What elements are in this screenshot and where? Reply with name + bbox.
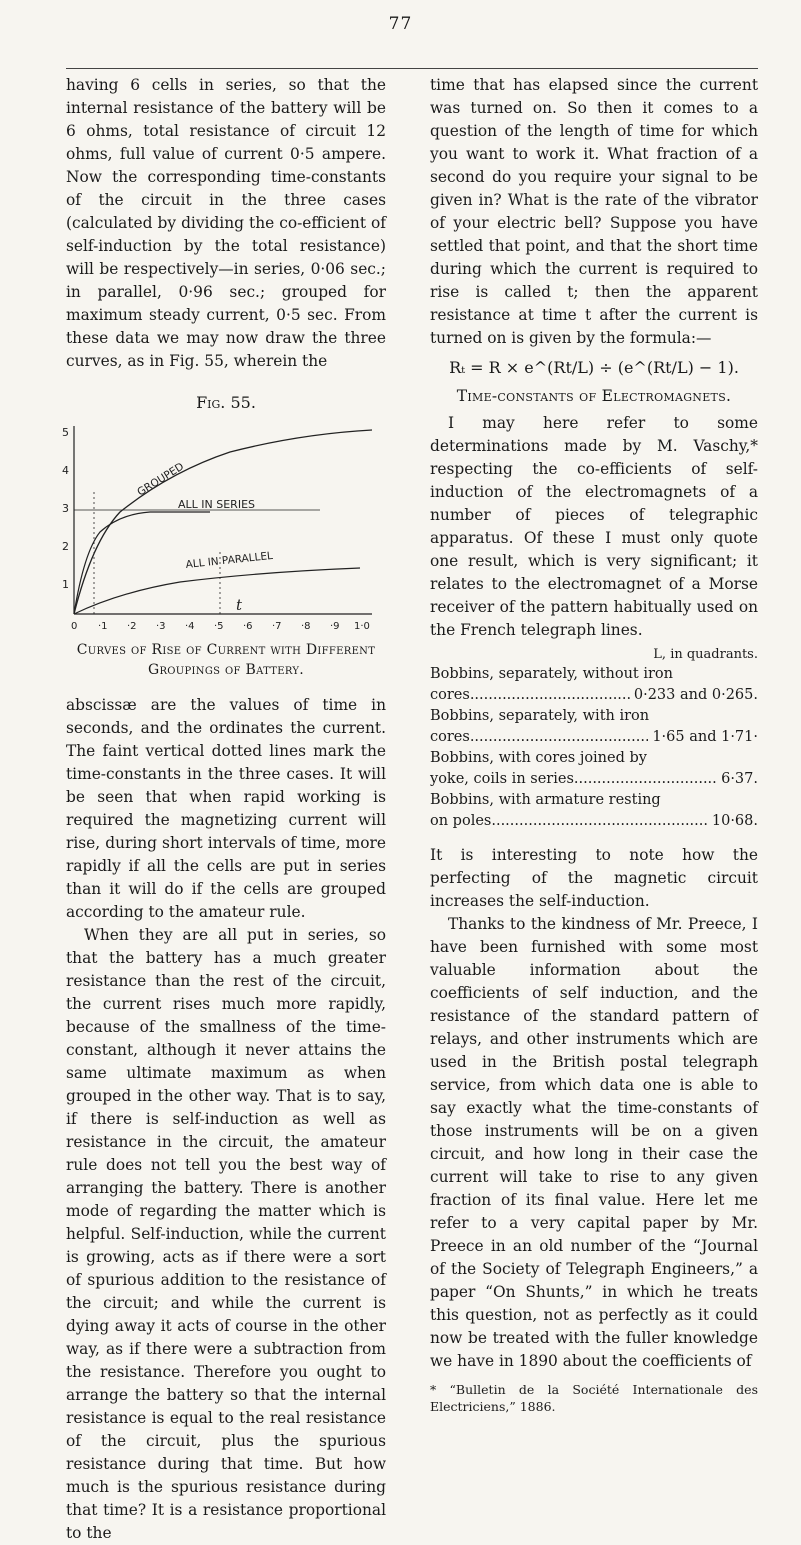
table-row-label: Bobbins, separately, without iron <box>430 666 673 682</box>
y-tick-5: 5 <box>62 426 69 439</box>
curve-grouped <box>74 430 372 614</box>
label-t: t <box>236 596 243 614</box>
page-number: 77 <box>388 14 413 34</box>
x-tick-2: ·2 <box>127 621 137 632</box>
section-heading: Time-constants of Electromagnets. <box>456 387 732 405</box>
table-row-value: 6·37. <box>721 771 758 787</box>
table-row <box>430 706 758 748</box>
table-row-label-cont: cores <box>430 729 470 745</box>
table-row <box>430 790 758 832</box>
table-row-value: 10·68. <box>711 813 758 829</box>
x-tick-5: ·5 <box>214 621 224 632</box>
label-grouped: GROUPED <box>135 460 187 499</box>
y-tick-3: 3 <box>62 502 69 515</box>
curve-parallel <box>74 568 360 614</box>
right-paragraph-3: It is interesting to note how the perfecting of the magnetic circuit increases the self-induction. <box>430 846 758 910</box>
table-row-value: 0·233 and 0·265. <box>633 687 758 703</box>
right-paragraph-4: Thanks to the kindness of Mr. Preece, I have been furnished with some most valuable information about the coefficients of self induction, and the resistance of the standard pattern of relays, and other instruments which are used in the British postal telegraph service, from which data one is able to say exactly what the time-constants of those instruments will be on a given circuit, and how long in their case the current will take to rise to any given fraction of its final value. Here let me refer to a very capital paper by Mr. Preece in an old number of the “Journal of the Society of Telegraph Engineers,” a paper “On Shunts,” in which he treats this question, not as perfectly as it could now be treated with the fuller knowledge we have in 1890 about the coefficients of <box>430 915 758 1370</box>
current-rise-figure <box>60 422 378 634</box>
formula: Rₜ = R × e^(Rt/L) ÷ (e^(Rt/L) − 1). <box>449 358 739 377</box>
table-row-label: Bobbins, separately, with iron <box>430 708 650 724</box>
table-row-value: 1·65 and 1·71· <box>652 729 758 745</box>
x-tick-8: ·8 <box>301 621 311 632</box>
x-tick-9: ·9 <box>330 621 340 632</box>
header-rule <box>66 68 758 69</box>
footnote: * “Bulletin de la Société Internationale des Electriciens,” 1886. <box>430 1382 758 1414</box>
right-paragraph-2: I may here refer to some determinations made by M. Vaschy,* respecting the co-efficients of self-induction of the electromagnets of a number of pieces of telegraphic apparatus. Of these I must only quote one result, which is very significant; it relates to the electromagnet of a Morse receiver of the pattern habitually used on the French telegraph lines. <box>430 414 758 639</box>
figure-title: Fig. 55. <box>196 393 256 412</box>
left-paragraph-3: When they are all put in series, so that the battery has a much greater resistance than the rest of the circuit, the current rises much more rapidly, because of the smallness of the time-constant, although it never attains the same ultimate maximum as when grouped in the other way. That is to say, if there is self-induction as well as resistance in the circuit, the amateur rule does not tell you the best way of arranging the battery. There is another mode of regarding the matter which is helpful. Self-induction, while the current is growing, acts as if there were a sort of spurious addition to the resistance of the circuit; and while the current is dying away it acts of course in the other way, as if there were a subtraction from the resistance. Therefore you ought to arrange the battery so that the internal resistance is equal to the real resistance of the circuit, plus the spurious resistance during that time. But how much is the spurious resistance during that time? It is a resistance proportional to the <box>66 926 386 1542</box>
label-parallel: ALL IN PARALLEL <box>185 549 274 571</box>
left-paragraph-1: having 6 cells in series, so that the internal resistance of the battery will be 6 ohms, total resistance of circuit 12 ohms, full value of current 0·5 ampere. Now the corresponding time-constants of the circuit in the three cases (calculated by dividing the co-efficient of self-induction by the total resistance) will be respectively—in series, 0·06 sec.; in parallel, 0·96 sec.; grouped for maximum steady current, 0·5 sec. From these data we may now draw the three curves, as in Fig. 55, wherein the <box>66 76 386 370</box>
table-row <box>430 664 758 706</box>
table-row-label: Bobbins, with armature resting <box>430 792 661 808</box>
left-column <box>62 74 386 1545</box>
table-row <box>430 748 758 790</box>
table-row-label: Bobbins, with cores joined by <box>430 750 647 766</box>
figure-caption: Curves of Rise of Current with Different Groupings of Battery. <box>76 642 376 678</box>
table-unit-heading: L, in quadrants. <box>653 647 758 662</box>
x-tick-1: ·1 <box>98 621 108 632</box>
right-paragraph-1: time that has elapsed since the current was turned on. So then it comes to a question of the length of time for which you want to work it. What fraction of a second do you require your signal to be given in? What is the rate of the vibrator of your electric bell? Suppose you have settled that point, and that the short time during which the current is required to rise is called t; then the apparent resistance at time t after the current is turned on is given by the formula:— <box>430 76 758 347</box>
table-row-label-cont: cores <box>430 687 470 703</box>
x-tick-4: ·4 <box>185 621 195 632</box>
left-paragraph-2: abscissæ are the values of time in seconds, and the ordinates the current. The faint vertical dotted lines mark the time-constants in the three cases. It will be seen that when rapid working is required the magnetizing current will rise, during short intervals of time, more rapidly if all the cells are put in series than it will do if the cells are grouped according to the amateur rule. <box>66 696 386 921</box>
x-tick-3: ·3 <box>156 621 166 632</box>
table-row-label-cont: on poles <box>430 813 492 829</box>
y-tick-1: 1 <box>62 578 69 591</box>
y-tick-2: 2 <box>62 540 69 553</box>
x-tick-6: ·6 <box>243 621 253 632</box>
label-series: ALL IN SERIES <box>178 498 255 511</box>
table-row-label-cont: yoke, coils in series <box>430 771 574 787</box>
x-tick-7: ·7 <box>272 621 282 632</box>
x-tick-0: 0 <box>71 621 78 632</box>
x-tick-10: 1·0 <box>354 621 370 632</box>
y-tick-4: 4 <box>62 464 69 477</box>
right-column <box>430 74 758 1415</box>
